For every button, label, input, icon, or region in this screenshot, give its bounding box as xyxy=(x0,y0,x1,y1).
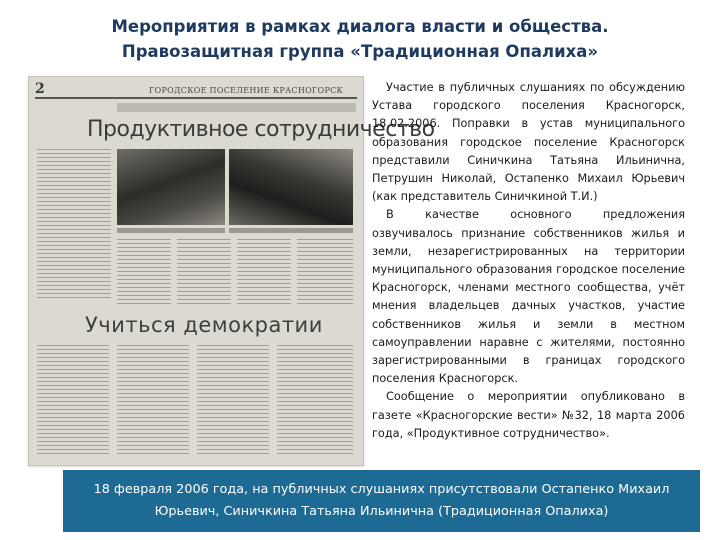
description-paragraph-2: В качестве основного предложения озвучивалось признание собственников жилья и земли, незарегистрированных на территории муниципального образования городское поселение Красногорск, членами местного сообщества, учёт мнения владельцев дачных участков, участие собственников жилья и земли в местном самоуправлении наравне с жителями, постоянно зарегистрированными в границах городского поселения Красногорск. xyxy=(372,208,685,386)
newspaper-text-column xyxy=(117,239,171,305)
event-description xyxy=(372,79,685,443)
newspaper-clipping-image xyxy=(28,76,435,466)
newspaper-text-column xyxy=(297,239,353,305)
newspaper-text-column xyxy=(117,345,189,457)
newspaper-photo-2 xyxy=(229,149,353,225)
newspaper-headline-2: Учиться демократии xyxy=(85,313,323,337)
slide-title xyxy=(0,14,720,64)
caption-banner xyxy=(63,470,700,532)
description-paragraph-3: Сообщение о мероприятии опубликовано в газете «Красногорские вести» №32, 18 марта 2006 года, «Продуктивное сотрудничество». xyxy=(372,390,685,440)
newspaper-headline-1: Продуктивное сотрудничество xyxy=(87,117,435,142)
newspaper-text-column xyxy=(197,345,269,457)
newspaper-text-column xyxy=(37,149,111,299)
newspaper-text-column xyxy=(177,239,231,305)
banner-line-1: 18 февраля 2006 года, на публичных слушаниях присутствовали Остапенко Михаил xyxy=(93,482,670,497)
newspaper-section: ГОРОДСКОЕ ПОСЕЛЕНИЕ КРАСНОГОРСК xyxy=(149,86,344,95)
description-paragraph-1: Участие в публичных слушаниях по обсуждению Устава городского поселения Красногорск, 18.02.2006. Поправки в устав муниципального образования городское поселение Красногорск представили Синичкина Татьяна Ильинична, Петрушин Николай, Остапенко Михаил Юрьевич (как представитель Синичкиной Т.И.) xyxy=(372,81,685,204)
newspaper-text-column xyxy=(237,239,291,305)
newspaper-photo-1 xyxy=(117,149,225,225)
photo-caption-2 xyxy=(229,228,353,233)
slide-title-line1: Мероприятия в рамках диалога власти и общества. xyxy=(111,17,609,36)
newspaper-subbar xyxy=(117,103,356,112)
banner-line-2: Юрьевич, Синичкина Татьяна Ильинична (Традиционная Опалиха) xyxy=(154,504,609,519)
newspaper-page-number: 2 xyxy=(35,81,45,97)
newspaper-text-column xyxy=(277,345,353,457)
newspaper-text-column xyxy=(37,345,109,457)
slide-title-line2: Правозащитная группа «Традиционная Опалиха» xyxy=(121,42,599,61)
photo-caption-1 xyxy=(117,228,225,233)
newspaper-masthead xyxy=(35,83,357,99)
